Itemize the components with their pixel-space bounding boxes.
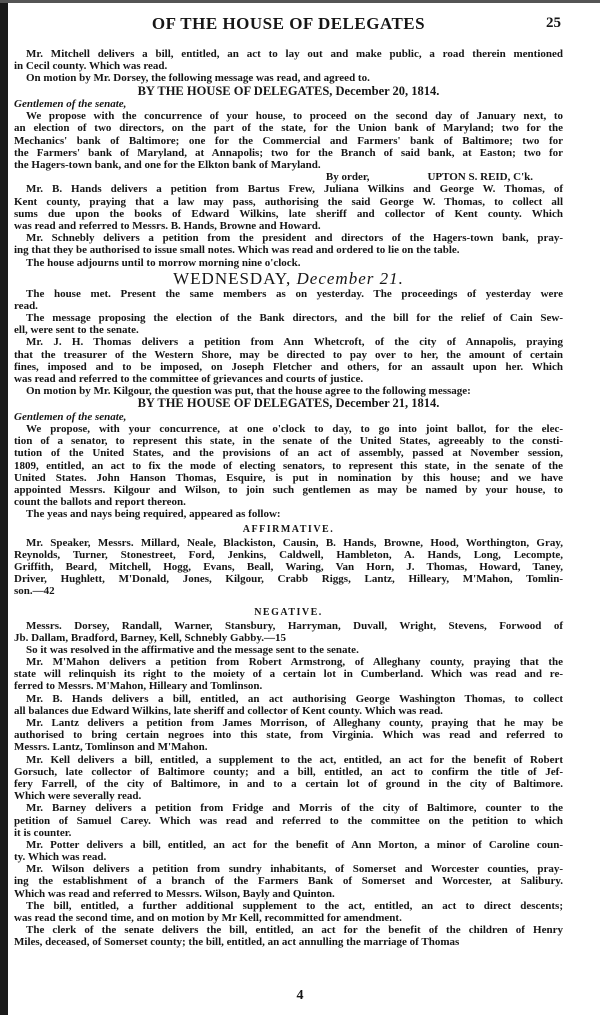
paragraph [14, 900, 563, 924]
signature-mark: 4 [296, 988, 304, 1003]
day-heading [14, 269, 563, 288]
text-line: Mr. B. Hands delivers a bill, entitled, an act authorising George Washington Thomas, to collect [26, 692, 563, 705]
running-title: OF THE HOUSE OF DELEGATES [151, 14, 426, 33]
paragraph [14, 924, 563, 948]
text-line: tion of a senator, to represent this state, in the senate of the United States, agreeably to the consti- [14, 435, 563, 448]
paragraph [14, 802, 563, 839]
text-line: Kent county, praying that a law may pass, authorising the said George W. Thomas, to collect all [14, 195, 563, 208]
paragraph [14, 693, 563, 717]
paragraph [14, 288, 563, 312]
text-line: it is counter. [14, 826, 72, 839]
text-line: NEGATIVE. [254, 606, 323, 618]
paragraph [14, 257, 563, 269]
paragraph [14, 110, 563, 171]
list-block [14, 537, 563, 598]
text-line: ell, were sent to the senate. [14, 324, 139, 337]
paragraph [14, 620, 563, 644]
text-line: state will relinquish its right to the moiety of a certain lot in Cumberland. Which was read and re- [14, 668, 563, 681]
text-line: all balances due Edward Wilkins, late sheriff and collector of Kent county. Which was read. [14, 704, 443, 717]
paragraph [14, 183, 563, 232]
day-name: WEDNESDAY, [173, 268, 297, 288]
text-line: The clerk of the senate delivers the bill, entitled, an act for the benefit of the children of Henry [26, 924, 563, 937]
text-line: ferred to Messrs. M'Mahon, Hilleary and Tomlinson. [14, 680, 263, 693]
paragraph [14, 336, 563, 385]
heading-block [14, 85, 563, 99]
vote-block [14, 606, 563, 620]
text-line: We propose with the concurrence of your house, to proceed on the second day of January next, to [26, 110, 563, 123]
text-line: that the treasurer of the Western Shore, may be directed to pay over to her, the amount of certain [14, 348, 563, 361]
text-line: The yeas and nays being required, appeared as follow: [26, 508, 281, 521]
text-line: Messrs. Lantz, Tomlinson and M'Mahon. [14, 741, 208, 754]
text-line: Which was read and referred to Messrs. Wilson, Bayly and Quinton. [14, 887, 335, 900]
paragraph [14, 839, 563, 863]
paragraph [14, 863, 563, 900]
text-line: Mr. Barney delivers a petition from Fridge and Morris of the city of Baltimore, counter to the [26, 802, 563, 815]
text-line: Mr. Potter delivers a bill, entitled, an act for the benefit of Ann Morton, a minor of Caroline coun- [26, 838, 563, 851]
text-line: United States. John Hanson Thomas, Esquire, is put in nomination by this house; and we have [14, 471, 563, 484]
paragraph [14, 48, 563, 72]
salutation-block [14, 411, 563, 423]
text-line: Mr. Wilson delivers a petition from sundry inhabitants, of Somerset and Worcester counties, pray- [26, 863, 563, 876]
text-line: The house met. Present the same members as on yesterday. The proceedings of yesterday were [26, 287, 563, 300]
text-line: Mr. B. Hands delivers a petition from Bartus Frew, Juliana Wilkins and George W. Thomas, of [26, 183, 563, 196]
text-line: ty. Which was read. [14, 851, 107, 864]
text-line: Mechanics' bank of Baltimore; one for the Commercial and Farmers' bank of Baltimore; two for [14, 134, 563, 147]
heading-block [14, 397, 563, 411]
text-line: Miles, deceased, of Somerset county; the bill, entitled, an act annulling the marriage of Thomas [14, 936, 460, 949]
signature-block [14, 171, 563, 183]
page-body [14, 48, 563, 949]
text-line: the Farmers' bank of Maryland, at Annapolis; two for the Branch of said bank, at Easton; two for [14, 146, 563, 159]
text-line: was read the second time, and on motion by Mr Kell, recommitted for amendment. [14, 912, 402, 924]
text-line: an election of two directors, on the part of the state, for the Union bank of Maryland; two for the [14, 122, 563, 135]
text-line: was read and referred to Messrs. B. Hands, Browne and Howard. [14, 219, 321, 232]
text-line: On motion by Mr. Dorsey, the following message was read, and agreed to. [26, 72, 370, 85]
text-line: appointed Messrs. Kilgour and Wilson, to join such gentlemen as may be named by your house, to [14, 484, 563, 496]
paragraph [14, 423, 563, 508]
text-line: BY THE HOUSE OF DELEGATES, December 20, 1814. [137, 83, 440, 98]
paragraph [14, 717, 563, 754]
paragraph [14, 754, 563, 803]
text-line: fines, imposed and to be imposed, on Joseph Fletcher and others, for an assault upon her. Which [14, 360, 563, 373]
text-line: ing that they be authorised to issue small notes. Which was read and ordered to lie on the table. [14, 244, 460, 257]
text-line: The message proposing the election of the Bank directors, and the bill for the relief of Cain Sew- [26, 312, 563, 325]
text-line: Mr. Kell delivers a bill, entitled, a supplement to the act, entitled, an act for the benefit of Robert [26, 753, 563, 766]
signature-clerk: UPTON S. REID, C'k. [427, 171, 533, 184]
page-header [14, 14, 563, 38]
paragraph [14, 72, 563, 84]
text-line: fery Farrell, of the city of Baltimore, in and to a certain lot of ground in the city of Baltimore. [14, 777, 563, 790]
text-line: in Cecil county. Which was read. [14, 60, 168, 73]
text-line: Which were severally read. [14, 790, 142, 803]
text-line: Mr. J. H. Thomas delivers a petition from Ann Whetcroft, of the city of Annapolis, praying [26, 336, 563, 349]
vote-block [14, 523, 563, 537]
text-line: AFFIRMATIVE. [242, 523, 335, 535]
text-line: ing the establishment of a branch of the Farmers Bank of Somerset and Worcester, at Salibury. [14, 875, 563, 888]
text-line: The bill, entitled, a further additional supplement to the act, entitled, an act to direct descents; [26, 899, 563, 912]
scan-top-edge [0, 0, 600, 3]
text-line: tution of the United States, and the provisions of an act of assembly, passed at November session, [14, 447, 563, 460]
page-number: 25 [546, 15, 561, 31]
text-line: petition of Samuel Carey. Which was read and referred to the committee on the petition to which [14, 814, 563, 827]
text-line: the Hagers-town bank, and one for the Elkton bank of Maryland. [14, 159, 321, 171]
paragraph [14, 312, 563, 336]
paragraph [14, 656, 563, 693]
day-date: December 21. [296, 268, 404, 288]
salutation-block [14, 98, 563, 110]
signature-by-order: By order, [325, 171, 370, 184]
text-line: Mr. Schnebly delivers a petition from the president and directors of the Hagers-town bank, pray- [26, 232, 563, 245]
text-line: was read and referred to the committee of grievances and courts of justice. [14, 373, 364, 385]
text-line: Reynolds, Turner, Stonestreet, Ford, Jenkins, Caldwell, Hambleton, A. Hands, Long, Lecompte, [14, 548, 563, 561]
text-line: Mr. Lantz delivers a petition from James Morrison, of Alleghany county, praying that he may be [26, 717, 563, 729]
text-line: Driver, Hughlett, M'Donald, Jones, Kilgour, Crabb Riggs, Lantz, Hilleary, M'Mahon, Tomlin- [14, 573, 563, 586]
text-line: Mr. M'Mahon delivers a petition from Robert Armstrong, of Alleghany county, praying that the [26, 656, 563, 669]
scan-left-edge [0, 0, 8, 1015]
day-block [14, 269, 563, 288]
text-line: Griffith, Beard, Mitchell, Hogg, Evans, Beall, Waring, Van Horn, J. Thomas, Howard, Taney, [14, 560, 563, 573]
text-line: count the ballots and report thereon. [14, 496, 186, 509]
text-line: Gentlemen of the senate, [14, 410, 127, 423]
text-line: son.—42 [14, 585, 55, 598]
text-line: authorised to bring certain negroes into this state, from Virginia. Which was read and referred to [14, 729, 563, 742]
text-line: Messrs. Dorsey, Randall, Warner, Stansbury, Harryman, Duvall, Wright, Stevens, Forwood of [26, 619, 563, 632]
text-line: On motion by Mr. Kilgour, the question was put, that the house agree to the following message: [26, 385, 471, 398]
text-line: The house adjourns until to morrow morning nine o'clock. [26, 256, 301, 269]
paragraph [14, 232, 563, 256]
text-line: 1809, entitled, an act to fix the mode of electing senators, to represent this state, in the senate of the [14, 459, 563, 472]
text-line: BY THE HOUSE OF DELEGATES, December 21, 1814. [137, 396, 440, 411]
text-line: read. [14, 299, 38, 312]
text-line: Gorsuch, late collector of Baltimore county; and a bill, entitled, an act to confirm the title of Jef- [14, 765, 563, 778]
paragraph [14, 644, 563, 656]
text-line: Mr. Speaker, Messrs. Millard, Neale, Blackiston, Causin, B. Hands, Browne, Hood, Worthington, Gray, [26, 536, 563, 549]
text-line: Gentlemen of the senate, [14, 98, 127, 111]
text-line: We propose, with your concurrence, at one o'clock to day, to go into joint ballot, for the elec- [26, 423, 563, 436]
text-line: sums due upon the books of Edward Wilkins, late sheriff and collector of Kent county. Which [14, 207, 563, 220]
text-line: So it was resolved in the affirmative and the message sent to the senate. [26, 643, 359, 656]
paragraph [14, 508, 563, 520]
text-line: Jb. Dallam, Bradford, Barney, Kell, Schnebly Gabby.—15 [14, 631, 286, 644]
text-line: Mr. Mitchell delivers a bill, entitled, an act to lay out and make public, a road therein mentioned [26, 48, 563, 60]
